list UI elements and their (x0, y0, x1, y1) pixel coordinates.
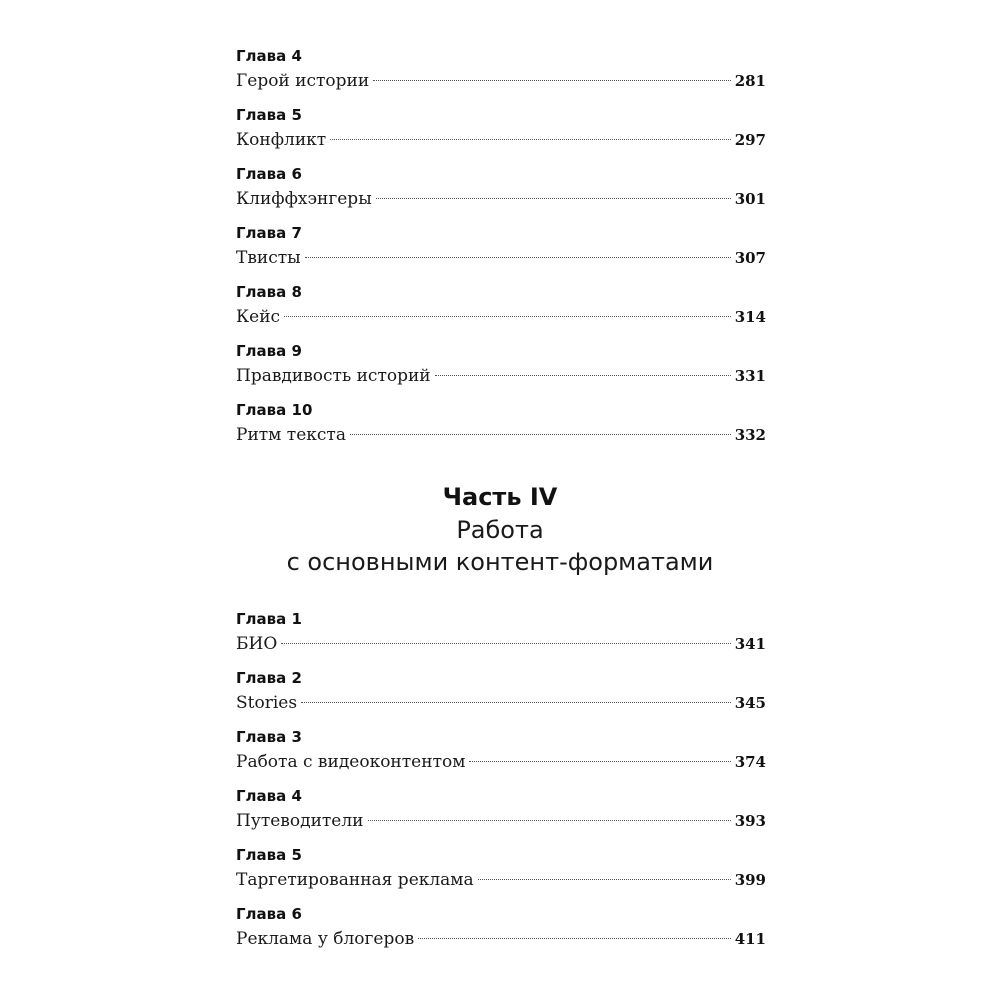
page-number: 332 (734, 426, 766, 444)
chapter-number: Глава 6 (236, 165, 302, 183)
chapter-number: Глава 9 (236, 342, 302, 360)
chapter-title: Твисты (236, 248, 301, 268)
chapter-number: Глава 5 (236, 106, 302, 124)
dot-leader (284, 316, 731, 317)
page-number: 374 (734, 753, 766, 771)
toc-row (236, 66, 766, 96)
toc-row (236, 125, 766, 155)
toc-entry[interactable] (236, 341, 766, 400)
toc-row (236, 184, 766, 214)
toc-section-part-4 (236, 609, 766, 963)
chapter-number: Глава 1 (236, 610, 302, 628)
chapter-number: Глава 6 (236, 905, 302, 923)
toc-entry[interactable] (236, 786, 766, 845)
part-header (0, 480, 1000, 578)
chapter-title: Кейс (236, 307, 281, 327)
toc-row (236, 420, 766, 450)
chapter-title: Герой истории (236, 71, 370, 91)
part-subtitle-line-2: с основными контент-форматами (286, 548, 714, 576)
toc-section-part-3 (236, 46, 766, 459)
toc-row (236, 924, 766, 954)
page-number: 399 (734, 871, 766, 889)
chapter-title: БИО (236, 634, 278, 654)
dot-leader (330, 139, 730, 140)
dot-leader (350, 434, 731, 435)
chapter-number: Глава 7 (236, 224, 302, 242)
chapter-number: Глава 8 (236, 283, 302, 301)
chapter-number: Глава 2 (236, 669, 302, 687)
toc-entry[interactable] (236, 845, 766, 904)
chapter-title: Stories (236, 693, 298, 713)
dot-leader (469, 761, 730, 762)
page-number: 314 (734, 308, 766, 326)
chapter-title: Реклама у блогеров (236, 929, 415, 949)
toc-row (236, 747, 766, 777)
dot-leader (368, 820, 731, 821)
toc-row (236, 243, 766, 273)
chapter-number: Глава 3 (236, 728, 302, 746)
dot-leader (301, 702, 731, 703)
toc-entry[interactable] (236, 904, 766, 963)
page-number: 301 (734, 190, 766, 208)
chapter-title: Правдивость историй (236, 366, 431, 386)
toc-row (236, 806, 766, 836)
dot-leader (305, 257, 731, 258)
toc-entry[interactable] (236, 400, 766, 459)
chapter-title: Ритм текста (236, 425, 346, 445)
dot-leader (281, 643, 730, 644)
part-subtitle-line-1: Работа (456, 516, 544, 544)
toc-entry[interactable] (236, 164, 766, 223)
page-number: 297 (734, 131, 766, 149)
toc-row (236, 688, 766, 718)
chapter-title: Конфликт (236, 130, 327, 150)
toc-row (236, 865, 766, 895)
toc-entry[interactable] (236, 609, 766, 668)
dot-leader (373, 80, 730, 81)
chapter-title: Таргетированная реклама (236, 870, 474, 890)
toc-entry[interactable] (236, 668, 766, 727)
dot-leader (478, 879, 731, 880)
page-number: 345 (734, 694, 766, 712)
toc-row (236, 302, 766, 332)
toc-entry[interactable] (236, 105, 766, 164)
page-number: 393 (734, 812, 766, 830)
toc-entry[interactable] (236, 223, 766, 282)
chapter-title: Работа с видеоконтентом (236, 752, 466, 772)
page-number: 331 (734, 367, 766, 385)
chapter-number: Глава 4 (236, 787, 302, 805)
dot-leader (418, 938, 731, 939)
chapter-title: Клиффхэнгеры (236, 189, 372, 209)
page-number: 411 (734, 930, 766, 948)
chapter-title: Путеводители (236, 811, 364, 831)
toc-entry[interactable] (236, 46, 766, 105)
toc-row (236, 361, 766, 391)
chapter-number: Глава 5 (236, 846, 302, 864)
page-number: 341 (734, 635, 766, 653)
dot-leader (435, 375, 731, 376)
chapter-number: Глава 10 (236, 401, 313, 419)
page-number: 281 (734, 72, 766, 90)
chapter-number: Глава 4 (236, 47, 302, 65)
part-heading: Часть IV (442, 483, 558, 511)
toc-entry[interactable] (236, 727, 766, 786)
toc-row (236, 629, 766, 659)
page-number: 307 (734, 249, 766, 267)
toc-entry[interactable] (236, 282, 766, 341)
dot-leader (376, 198, 731, 199)
